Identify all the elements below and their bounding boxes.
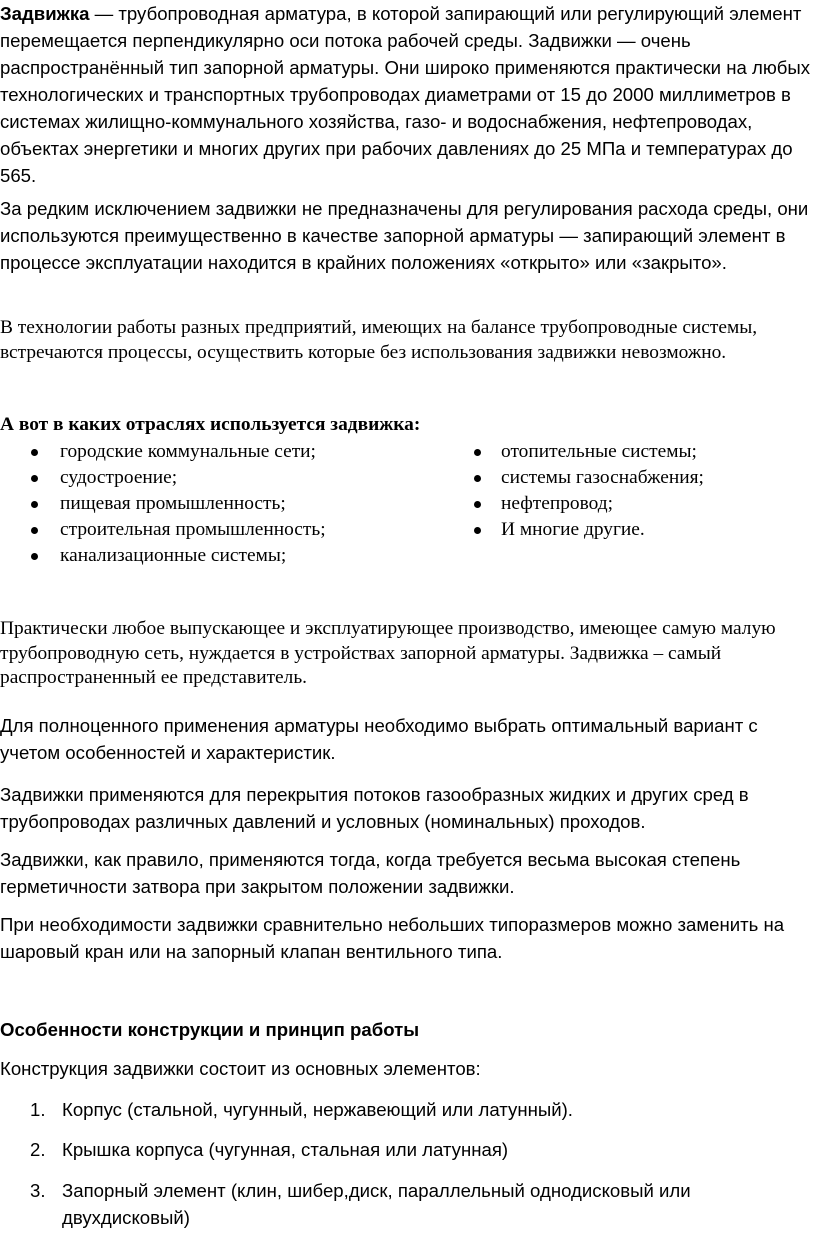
industry-item: системы газоснабжения; [501, 467, 704, 488]
paragraph-technology: В технологии работы разных предприятий, имеющих на балансе трубопроводные системы, встречаются процессы, осуществить которые без использования задвижки невозможно. [0, 317, 758, 363]
item-number: 3. [30, 1180, 46, 1201]
bullet-dot-icon [31, 449, 38, 456]
item-text: Корпус (стальной, чугунный, нержавеющий или латунный). [62, 1099, 573, 1120]
paragraph-tightness: Задвижки, как правило, применяются тогда, когда требуется весьма высокая степень герметичности затвора при закрытом положении задвижки. [0, 849, 741, 897]
item-text: Крышка корпуса (чугунная, стальная или латунная) [62, 1139, 509, 1160]
paragraph-choice: Для полноценного применения арматуры необходимо выбрать оптимальный вариант с учетом особенностей и характеристик. [0, 715, 758, 763]
industry-item: судостроение; [60, 467, 178, 488]
item-number: 1. [30, 1099, 46, 1120]
industry-item: нефтепровод; [501, 493, 614, 514]
industry-item: городские коммунальные сети; [60, 441, 316, 462]
item-text: Запорный элемент (клин, шибер,диск, параллельный однодисковый или двухдисковый) [62, 1180, 691, 1228]
construction-heading: Особенности конструкции и принцип работы [0, 1019, 420, 1040]
bullet-dot-icon [474, 449, 481, 456]
industries-heading: А вот в каких отраслях используется задвижка: [0, 414, 421, 435]
paragraph-replacement: При необходимости задвижки сравнительно небольших типоразмеров можно заменить на шаровый кран или на запорный клапан вентильного типа. [0, 914, 785, 962]
paragraph-usage: Задвижки применяются для перекрытия потоков газообразных жидких и других сред в трубопроводах различных давлений и условных (номинальных) проходов. [0, 784, 749, 832]
industry-item: отопительные системы; [501, 441, 697, 462]
paragraph-regulation: За редким исключением задвижки не предназначены для регулирования расхода среды, они используются преимущественно в качестве запорной арматуры — запирающий элемент в процессе эксплуатации находится в крайних положениях «открыто» или «закрыто». [0, 198, 809, 273]
construction-intro: Конструкция задвижки состоит из основных элементов: [0, 1058, 481, 1079]
industry-item: канализационные системы; [60, 545, 287, 566]
industry-item: пищевая промышленность; [60, 493, 286, 514]
bullet-dot-icon [31, 501, 38, 508]
bullet-dot-icon [474, 527, 481, 534]
industry-item: строительная промышленность; [60, 519, 326, 540]
term-zadvizhka: Задвижка [0, 3, 90, 24]
bullet-dot-icon [31, 475, 38, 482]
industry-item: И многие другие. [501, 519, 645, 540]
paragraph-intro [0, 0, 816, 189]
bullet-dot-icon [474, 501, 481, 508]
paragraph-production: Практически любое выпускающее и эксплуатирующее производство, имеющее самую малую трубопроводную сеть, нуждается в устройствах запорной арматуры. Задвижка – самый распространенный ее представитель. [0, 618, 776, 688]
bullet-dot-icon [31, 527, 38, 534]
item-number: 2. [30, 1139, 46, 1160]
bullet-dot-icon [474, 475, 481, 482]
intro-text: — трубопроводная арматура, в которой запирающий или регулирующий элемент перемещается перпендикулярно оси потока рабочей среды. Задвижки — очень распространённый тип запорной арматуры. Они широко применяются практически на любых технологических и транспортных трубопроводах диаметрами от 15 до 2000 миллиметров в системах жилищно-коммунального хозяйства, газо- и водоснабжения, нефтепроводах, объектах энергетики и многих других при рабочих давлениях до 25 МПа и температурах до 565. [0, 3, 811, 186]
bullet-dot-icon [31, 553, 38, 560]
